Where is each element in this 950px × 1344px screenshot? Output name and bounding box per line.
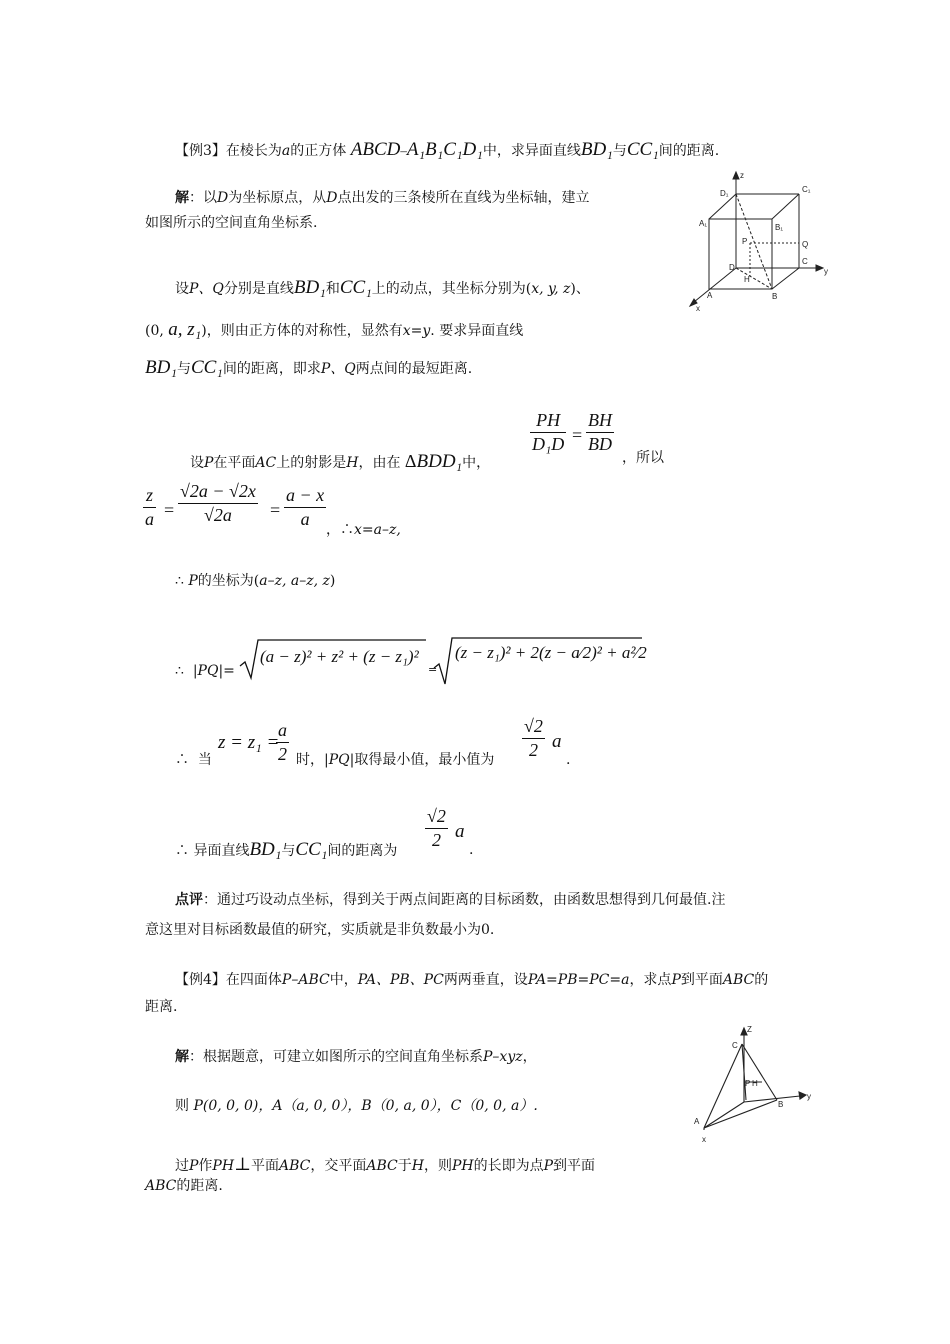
- numerator: a: [278, 720, 287, 740]
- text: 和: [325, 281, 340, 297]
- label-d1: D₁: [720, 189, 729, 198]
- p-coordinates: [175, 573, 335, 591]
- label-c: C: [802, 257, 808, 266]
- var-a: a: [552, 731, 562, 752]
- therefore-symbol: ∴: [175, 573, 184, 589]
- math-p-xyz: P–xyz: [483, 1049, 523, 1065]
- fraction-bh-bd: [586, 410, 614, 455]
- text: 在四面体: [225, 972, 282, 988]
- denominator: a: [300, 509, 310, 529]
- text: ，∴: [326, 522, 354, 538]
- fraction-a-minus-x: [284, 485, 326, 530]
- math-a-z1: a, z₁: [168, 319, 202, 340]
- text: 中，: [329, 972, 358, 988]
- solution-3-line-4: [145, 318, 523, 342]
- label-d: D: [729, 263, 735, 272]
- fraction-a-over-2: [276, 720, 289, 765]
- text: ：以: [189, 190, 217, 206]
- text: (0,: [145, 323, 164, 339]
- text: 到平面: [553, 1158, 596, 1174]
- text: 平面: [251, 1158, 279, 1174]
- var-p: P: [188, 573, 198, 589]
- var-abc: ABC: [279, 1158, 311, 1174]
- label-b: B: [778, 1100, 784, 1109]
- label-b1: B₁: [775, 223, 784, 232]
- solution-4-line-3: [175, 1153, 595, 1176]
- denominator: √2a: [204, 505, 232, 525]
- text: 的正方体: [290, 143, 347, 159]
- text: 两点间的最短距离.: [355, 361, 473, 377]
- label-c1: C₁: [802, 185, 811, 194]
- math-coords: a–z, a–z, z: [259, 573, 330, 589]
- label-b: B: [772, 292, 778, 301]
- text: 的: [754, 972, 769, 988]
- text: )，则由正方体的对称性，显然有: [201, 323, 403, 339]
- cube-figure: [682, 168, 834, 313]
- numerator: PH: [536, 410, 561, 430]
- math-cc1: CC₁: [190, 357, 223, 378]
- math-x-eq-y: x=y: [402, 323, 431, 339]
- solution-4-line-4: [145, 1178, 223, 1196]
- therefore-symbol: ∴: [175, 752, 189, 768]
- text: 取得最小值，最小值为: [354, 752, 495, 768]
- label-z: Z: [747, 1025, 752, 1034]
- var-pq: P、Q: [189, 281, 224, 297]
- tetrahedron-figure: [692, 1022, 820, 1146]
- text: 在棱长为: [225, 143, 282, 159]
- math-coords: P(0, 0, 0)，A（a, 0, 0），B（0, a, 0），C（0, 0, a）.: [193, 1098, 538, 1114]
- equals-sign: =: [572, 425, 583, 445]
- text: ：通过巧设动点坐标，得到关于两点间距离的目标函数，由函数思想得到几何最值.注: [203, 892, 726, 908]
- fraction-bar: [143, 507, 156, 508]
- text: ：根据题意，可建立如图所示的空间直角坐标系: [189, 1049, 483, 1065]
- text: 上的射影是: [276, 455, 347, 471]
- cube-labels: [696, 171, 828, 313]
- label-p: P: [742, 237, 748, 246]
- math-bd1: BD₁: [580, 139, 613, 160]
- text: 当: [197, 752, 212, 768]
- label-y: y: [824, 267, 828, 276]
- comment-label: 点评: [175, 892, 203, 908]
- text: 间的距离.: [658, 143, 720, 159]
- math-edges: PA、PB、PC: [357, 972, 444, 988]
- min-condition: [175, 752, 212, 770]
- text: 设: [190, 455, 204, 471]
- var-abc: ABC: [722, 972, 755, 988]
- math-pq-abs: |PQ|: [324, 752, 355, 768]
- text: 间的距离为: [327, 843, 398, 859]
- solution-3-line-3: [175, 276, 590, 300]
- numerator: a − x: [286, 485, 325, 505]
- text: 在平面: [213, 455, 256, 471]
- label-a1: A₁: [699, 219, 708, 228]
- text: 的距离.: [176, 1178, 223, 1194]
- denominator: 2: [278, 744, 287, 764]
- math-bd1: BD₁: [145, 357, 177, 378]
- label-q: Q: [802, 240, 809, 249]
- fraction-bar: [178, 503, 258, 504]
- fraction-bar: [284, 507, 326, 508]
- conclusion-3: [175, 838, 397, 862]
- numerator: √2a − √2x: [180, 481, 256, 501]
- var-p: P: [671, 972, 681, 988]
- equals-sign: =: [164, 500, 175, 520]
- text: 到平面: [680, 972, 723, 988]
- text: ，交平面: [310, 1158, 367, 1174]
- label-a: A: [694, 1117, 700, 1126]
- label-h: H: [744, 275, 750, 284]
- denominator: 2: [528, 740, 538, 760]
- label-z: z: [740, 171, 744, 180]
- solution-3-line-5: [145, 356, 472, 380]
- math-z-eq-z1: z = z₁ =: [218, 732, 280, 753]
- text: 异面直线: [193, 843, 250, 859]
- fraction-z-a: [143, 485, 156, 530]
- example-tag: 【例4】: [175, 972, 226, 988]
- text: 点出发的三条棱所在直线为坐标轴，建立: [337, 190, 590, 206]
- solution-4-line-1: [175, 1049, 537, 1067]
- period: .: [469, 842, 474, 858]
- denominator: D₁D: [532, 434, 565, 454]
- label-x: x: [696, 304, 700, 313]
- equals-sign: =: [270, 500, 281, 520]
- fraction-bar: [425, 828, 448, 829]
- numerator: z: [145, 485, 153, 505]
- var-d: D: [217, 190, 229, 206]
- perpendicular-symbol: ⊥: [234, 1154, 251, 1174]
- var-ph: PH: [451, 1158, 474, 1174]
- text: . 要求异面直线: [430, 323, 524, 339]
- var-abc: ABC: [145, 1178, 177, 1194]
- math-bd1: BD₁: [249, 839, 282, 860]
- text: 设: [175, 281, 189, 297]
- solution-label: 解: [175, 1049, 189, 1065]
- equals-sign: =: [428, 663, 438, 676]
- text: 上的动点，其坐标分别为(: [371, 281, 532, 297]
- label-p: P: [745, 1079, 751, 1088]
- math-abcd: ABCD: [350, 139, 401, 160]
- numerator: √2: [427, 806, 446, 826]
- therefore-symbol: ∴: [175, 843, 189, 859]
- var-a: a: [281, 143, 291, 159]
- example-4-line-2: 距离.: [145, 999, 178, 1015]
- var-xyz: x, y, z: [531, 281, 571, 297]
- var-p: P: [543, 1158, 554, 1174]
- denominator: 2: [431, 830, 441, 850]
- radicand-1: (a − z)² + z² + (z − z₁)²: [260, 647, 419, 666]
- fraction-sqrt2-over-2: [522, 716, 545, 761]
- min-value-text: [296, 752, 494, 770]
- text: 中，: [462, 455, 491, 471]
- var-ac: AC: [255, 455, 277, 471]
- text: 与: [176, 361, 191, 377]
- solution-3-projection: [190, 450, 490, 474]
- comment-line-1: [175, 892, 725, 910]
- text: 间的距离，即求: [222, 361, 321, 377]
- denominator: a: [145, 509, 154, 529]
- tetrahedron-labels: [694, 1025, 811, 1144]
- var-h: H: [411, 1158, 424, 1174]
- solution-4-coords: [175, 1098, 538, 1116]
- text: ): [329, 573, 336, 589]
- fraction-sqrt2-over-2-final: [425, 806, 448, 851]
- text: ，求点: [629, 972, 672, 988]
- math-delta: Δ: [404, 451, 417, 471]
- text: ，则: [423, 1158, 452, 1174]
- text: 时，: [296, 752, 324, 768]
- var-a: a: [455, 821, 465, 842]
- numerator: BH: [588, 410, 612, 430]
- therefore-symbol: ∴: [175, 663, 184, 679]
- math-p-abc: P–ABC: [281, 972, 330, 988]
- math-equal-edges: PA=PB=PC=a: [527, 972, 630, 988]
- text: ，由在: [358, 455, 401, 471]
- example-3-statement: [175, 138, 719, 162]
- math-cc1: CC₁: [339, 277, 372, 298]
- text: 两两垂直，设: [443, 972, 528, 988]
- label-a: A: [707, 291, 713, 300]
- example-4-statement: [175, 972, 768, 990]
- example-tag: 【例3】: [175, 143, 226, 159]
- text: 作: [198, 1158, 213, 1174]
- text: 过: [175, 1158, 189, 1174]
- var-abc: ABC: [366, 1158, 398, 1174]
- fraction-bar: [586, 432, 614, 433]
- text: )、: [570, 281, 590, 297]
- comment-line-2: 意这里对目标函数最值的研究，实质就是非负数最小为0.: [145, 922, 495, 938]
- text: ，: [522, 1049, 537, 1065]
- radicand-2: (z − z₁)² + 2(z − a⁄2)² + a²⁄2: [455, 643, 647, 662]
- solution-3-line-1: [175, 190, 589, 208]
- var-pq: P、Q: [320, 361, 356, 377]
- var-h: H: [346, 455, 359, 471]
- text-suoyi: ，所以: [622, 450, 664, 466]
- var-ph: PH: [212, 1158, 235, 1174]
- solution-3-line-2: 如图所示的空间直角坐标系.: [145, 215, 318, 231]
- denominator: BD: [588, 434, 612, 454]
- label-x: x: [702, 1135, 706, 1144]
- text: 的长即为点: [473, 1158, 544, 1174]
- fraction-ph-d1d: [530, 410, 566, 455]
- period: .: [566, 752, 571, 768]
- text: 为坐标原点，从: [228, 190, 327, 206]
- numerator: √2: [524, 716, 543, 736]
- text: 与: [281, 843, 296, 859]
- label-h: H: [752, 1079, 758, 1088]
- math-bd1: BD₁: [293, 277, 326, 298]
- var-d: D: [326, 190, 338, 206]
- math-pq-abs: |PQ|: [192, 663, 224, 679]
- fraction-bar: [276, 742, 289, 743]
- text: 的坐标为(: [197, 573, 260, 589]
- text: 中，求异面直线: [482, 143, 581, 159]
- label-y: y: [807, 1092, 811, 1101]
- math-dash: –: [400, 143, 407, 158]
- var-p: P: [204, 455, 214, 471]
- pq-formula-lead: ∴ |PQ|=: [175, 663, 235, 679]
- text: 于: [397, 1158, 412, 1174]
- math-x-eq-a-z: x=a–z,: [354, 522, 401, 538]
- var-p: P: [189, 1158, 199, 1174]
- text: 则: [175, 1098, 189, 1114]
- math-a1b1c1d1: A₁B₁C₁D₁: [406, 139, 483, 160]
- fraction-sqrt: [178, 481, 258, 526]
- therefore-x-eq: [326, 522, 401, 540]
- solution-label: 解: [175, 190, 189, 206]
- math-cc1: CC₁: [626, 139, 659, 160]
- math-bdd1: BDD₁: [416, 451, 463, 472]
- fraction-bar: [530, 432, 566, 433]
- text: 分别是直线: [223, 281, 294, 297]
- label-c: C: [732, 1041, 738, 1050]
- fraction-bar: [522, 738, 545, 739]
- math-cc1: CC₁: [295, 839, 328, 860]
- text: 与: [612, 143, 627, 159]
